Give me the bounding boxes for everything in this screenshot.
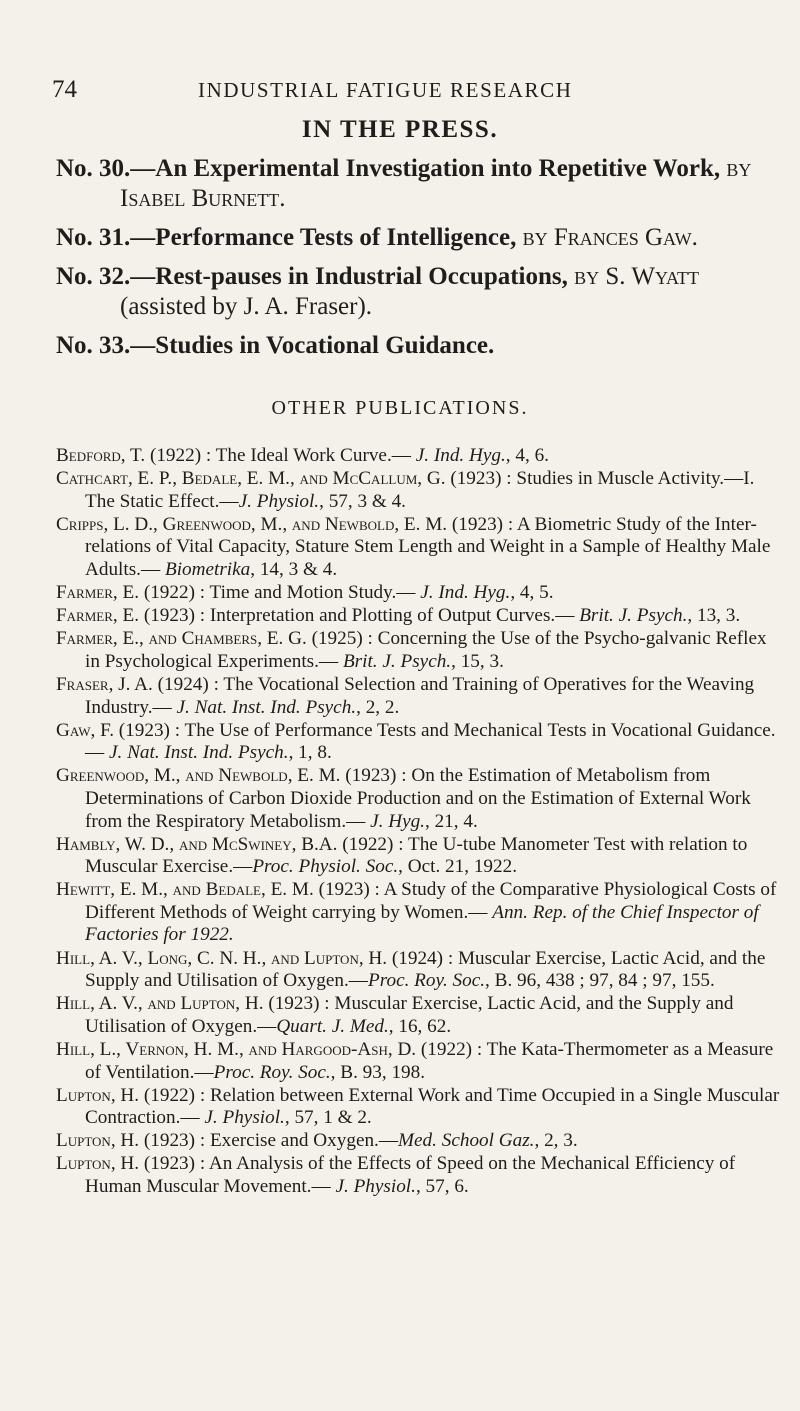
reference-authors: Lupton, H.	[56, 1153, 140, 1175]
reference-authors: Hill, A. V., and Lupton, H.	[56, 993, 264, 1015]
reference-authors: Greenwood, M., and Newbold, E. M.	[56, 765, 341, 787]
reference-source: J. Hyg.	[370, 810, 425, 832]
reference-source: J. Physiol.	[204, 1107, 285, 1129]
reference-authors: Fraser, J. A.	[56, 673, 153, 695]
reference-authors: Farmer, E.	[56, 582, 140, 604]
reference-source: Proc. Roy. Soc.	[368, 970, 486, 992]
reference-tail: , 4, 6.	[505, 445, 549, 466]
reference-tail: , 57, 3 & 4.	[319, 490, 406, 512]
in-the-press-heading: IN THE PRESS.	[301, 116, 499, 143]
reference-body: (1923) : The Use of Performance Tests and Mechanical Tests in Vocational Guidance.—	[85, 719, 776, 764]
reference-tail: , 2, 3.	[534, 1130, 578, 1152]
reference-tail: , 15, 3.	[451, 650, 504, 672]
press-item	[56, 331, 791, 361]
reference-tail: , 57, 1 & 2.	[284, 1107, 372, 1129]
reference-authors: Hambly, W. D., and McSwiney, B.A.	[56, 833, 338, 855]
press-item-title: No. 33.—Studies in Vocational Guidance.	[56, 332, 495, 359]
reference-authors: Lupton, H.	[56, 1130, 140, 1152]
reference-source: Ann. Rep. of the Chief Inspector of Factories for 1922.	[85, 901, 759, 946]
reference-tail: , B. 93, 198.	[330, 1061, 426, 1083]
reference-authors: Lupton, H.	[56, 1084, 140, 1106]
reference-body: (1923) : On the Estimation of Metabolism from Determinations of Carbon Dioxide Production and on the Estimation of External Work from the Respiratory Metabolism.—	[85, 765, 751, 832]
press-item	[56, 262, 791, 322]
reference-entry	[56, 720, 784, 765]
reference-source: Biometrika	[164, 558, 251, 580]
reference-entry	[56, 605, 784, 628]
reference-entry	[56, 1085, 784, 1130]
reference-body: (1925) : Concerning the Use of the Psycho-galvanic Reflex in Psychological Experiments.—	[85, 628, 767, 672]
reference-tail: , 57, 6.	[415, 1176, 469, 1197]
press-list	[56, 154, 791, 370]
reference-entry	[56, 879, 784, 947]
press-item-author: by S. Wyatt	[574, 263, 699, 290]
reference-body: (1923) : Interpretation and Plotting of Output Curves.—	[139, 605, 580, 627]
reference-entry	[56, 948, 784, 993]
press-item	[56, 154, 791, 214]
reference-authors: Gaw, F.	[56, 719, 114, 741]
reference-body: (1923) : A Study of the Comparative Physiological Costs of Different Methods of Weight carrying by Women.—	[85, 879, 777, 923]
reference-tail: , B. 96, 438 ; 97, 84 ; 97, 155.	[485, 970, 715, 992]
reference-authors: Farmer, E.	[56, 605, 140, 627]
reference-entry	[56, 468, 784, 513]
press-item-title: No. 31.—Performance Tests of Intelligence,	[56, 224, 517, 251]
reference-source: J. Nat. Inst. Ind. Psych.	[108, 742, 289, 764]
reference-body: (1923) : A Biometric Study of the Inter-relations of Vital Capacity, Stature Stem Length and Weight in a Sample of Healthy Male Adults.—	[85, 513, 771, 580]
reference-entry	[56, 1130, 784, 1153]
reference-source: Med. School Gaz.	[398, 1130, 535, 1152]
reference-entry	[56, 1039, 784, 1084]
reference-entry	[56, 628, 784, 673]
press-item	[56, 223, 791, 253]
reference-entry	[56, 765, 784, 833]
reference-body: (1923) : Muscular Exercise, Lactic Acid, and the Supply and Utilisation of Oxygen.—	[85, 993, 734, 1037]
reference-tail: , 2, 2.	[356, 696, 400, 718]
reference-authors: Hill, A. V., Long, C. N. H., and Lupton, H.	[56, 947, 388, 969]
reference-entry	[56, 993, 784, 1038]
press-item-author: by Frances Gaw.	[522, 224, 698, 251]
reference-tail: , 1, 8.	[288, 742, 332, 764]
reference-source: Brit. J. Psych.	[579, 605, 688, 627]
reference-authors: Hewitt, E. M., and Bedale, E. M.	[56, 879, 314, 901]
reference-authors: Cripps, L. D., Greenwood, M., and Newbold, E. M.	[56, 513, 448, 535]
reference-entry	[56, 1153, 784, 1198]
reference-entry	[56, 582, 784, 605]
press-item-extra: (assisted by J. A. Fraser).	[120, 293, 373, 320]
reference-source: Proc. Roy. Soc.	[213, 1061, 331, 1083]
reference-entry	[56, 514, 784, 582]
reference-source: Brit. J. Psych.	[342, 650, 452, 672]
reference-tail: , 21, 4.	[424, 810, 478, 832]
reference-entry	[56, 674, 784, 719]
reference-tail: , 14, 3 & 4.	[250, 558, 338, 580]
reference-source: J. Nat. Inst. Ind. Psych.	[176, 696, 357, 718]
reference-tail: , 16, 62.	[388, 1015, 452, 1037]
reference-authors: Hill, L., Vernon, H. M., and Hargood-Ash, D.	[56, 1038, 417, 1060]
reference-source: J. Physiol.	[335, 1176, 416, 1197]
reference-body: (1922) : The Ideal Work Curve.—	[145, 445, 416, 466]
reference-body: (1924) : Muscular Exercise, Lactic Acid, and the Supply and Utilisation of Oxygen.—	[85, 947, 766, 992]
reference-body: (1923) : An Analysis of the Effects of Speed on the Mechanical Efficiency of Human Muscular Movement.—	[85, 1153, 736, 1197]
reference-list	[56, 445, 784, 1199]
reference-source: Proc. Physiol. Soc.	[252, 856, 399, 878]
running-head	[52, 76, 760, 110]
reference-tail: , 13, 3.	[687, 605, 741, 627]
press-item-author: by Isabel Burnett.	[120, 155, 752, 212]
reference-body: (1922) : Time and Motion Study.—	[139, 582, 421, 604]
other-publications-heading: OTHER PUBLICATIONS.	[271, 397, 529, 419]
press-item-title: No. 30.—An Experimental Investigation into Repetitive Work,	[56, 155, 721, 182]
press-item-title: No. 32.—Rest-pauses in Industrial Occupations,	[56, 263, 568, 290]
reference-body: (1923) : Exercise and Oxygen.—	[139, 1130, 399, 1152]
reference-source: Quart. J. Med.	[276, 1015, 389, 1037]
reference-authors: Farmer, E., and Chambers, E. G.	[56, 628, 307, 650]
reference-body: (1924) : The Vocational Selection and Training of Operatives for the Weaving Industry.—	[85, 673, 755, 718]
reference-tail: , Oct. 21, 1922.	[398, 856, 517, 878]
reference-entry	[56, 834, 784, 879]
reference-source: J. Physiol.	[238, 490, 320, 512]
reference-authors: Bedford, T.	[56, 445, 146, 466]
reference-body: (1923) : Studies in Muscle Activity.—I. The Static Effect.—	[85, 468, 755, 512]
reference-source: J. Ind. Hyg.	[415, 445, 506, 466]
reference-source: J. Ind. Hyg.	[420, 582, 511, 604]
reference-entry	[56, 445, 784, 468]
reference-authors: Cathcart, E. P., Bedale, E. M., and McCallum, G.	[56, 468, 446, 490]
running-title: INDUSTRIAL FATIGUE RESEARCH	[198, 78, 573, 102]
reference-body: (1922) : The Kata-Thermometer as a Measure of Ventilation.—	[85, 1038, 774, 1083]
reference-body: (1922) : Relation between External Work and Time Occupied in a Single Muscular Contraction.—	[85, 1084, 780, 1129]
reference-tail: , 4, 5.	[510, 582, 554, 604]
reference-body: (1922) : The U-tube Manometer Test with relation to Muscular Exercise.—	[85, 833, 748, 878]
page-number: 74	[52, 76, 77, 103]
